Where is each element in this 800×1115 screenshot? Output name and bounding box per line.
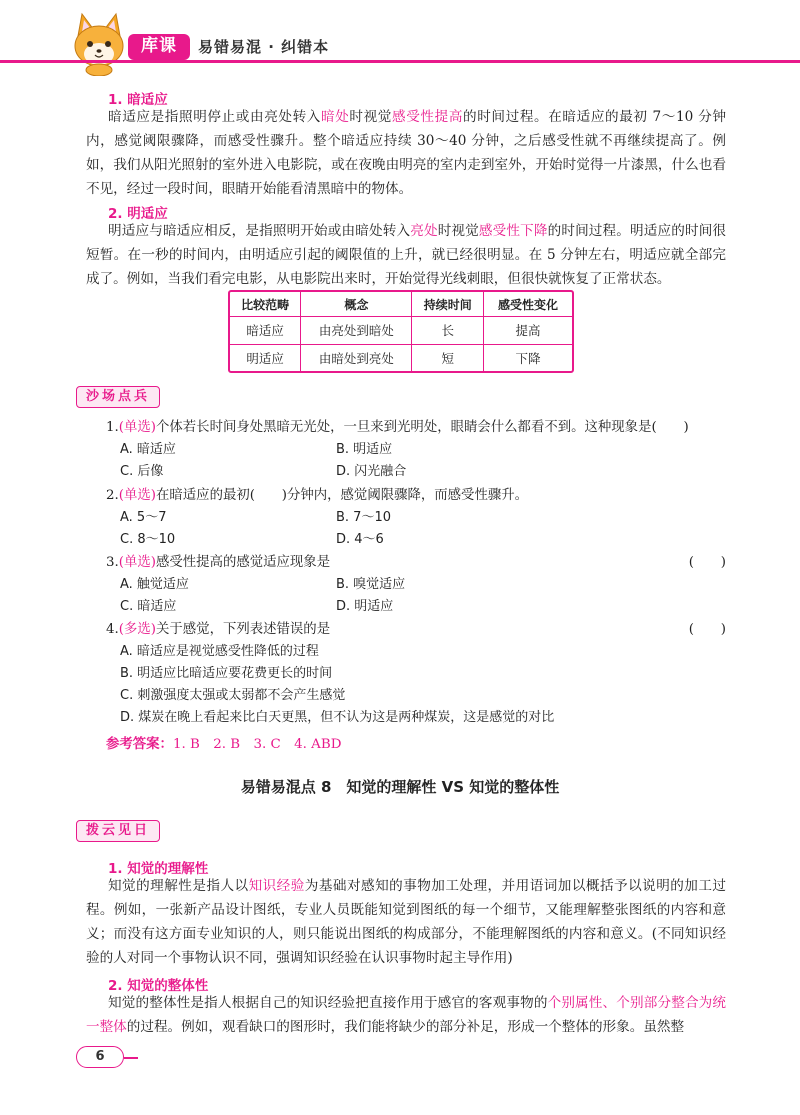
logo: 库课: [128, 34, 190, 60]
question-1-option-d[interactable]: D. 闪光融合: [336, 464, 407, 479]
table-cell: 提高: [484, 317, 572, 345]
table-header-row: [230, 292, 572, 317]
question-3-option-a[interactable]: A. 触觉适应: [120, 577, 189, 592]
question-3-option-d[interactable]: D. 明适应: [336, 599, 394, 614]
table-cell: 暗适应: [230, 317, 301, 345]
table-cell: 由暗处到亮处: [301, 344, 412, 371]
page-number: 6: [76, 1046, 124, 1068]
question-4: 4.(多选)关于感觉，下列表述错误的是 ( ): [106, 620, 726, 640]
question-1-option-c[interactable]: C. 后像: [120, 464, 164, 479]
table-header-cell: 感受性变化: [484, 292, 572, 317]
question-4-option-c[interactable]: C. 刺激强度太强或太弱都不会产生感觉: [120, 688, 346, 703]
table-header-cell: 概念: [301, 292, 412, 317]
question-3-option-b[interactable]: B. 嗅觉适应: [336, 577, 406, 592]
question-1-option-a[interactable]: A. 暗适应: [120, 442, 176, 457]
header-divider: [0, 60, 800, 63]
perception-integrity-heading: 2. 知觉的整体性: [108, 978, 209, 994]
table-cell: 由亮处到暗处: [301, 317, 412, 345]
page-number-decoration: [124, 1057, 138, 1059]
question-1-option-b[interactable]: B. 明适应: [336, 442, 393, 457]
question-2-option-a[interactable]: A. 5～7: [120, 510, 167, 525]
answer-key: 参考答案：1. B 2. B 3. C 4. ABD: [106, 737, 342, 752]
question-3: 3.(单选)感受性提高的感觉适应现象是 ( ): [106, 553, 726, 573]
light-adaptation-heading: 2. 明适应: [108, 206, 168, 222]
book-title: 易错易混 · 纠错本: [198, 38, 330, 56]
question-2-option-d[interactable]: D. 4～6: [336, 532, 384, 547]
table-row: [230, 344, 572, 371]
question-3-option-c[interactable]: C. 暗适应: [120, 599, 177, 614]
question-2-option-b[interactable]: B. 7～10: [336, 510, 391, 525]
answer-blank: ( ): [688, 555, 726, 570]
light-adaptation-text: 明适应与暗适应相反，是指照明开始或由暗处转入亮处时视觉感受性下降的时间过程。明适应的时间很短暂。在一秒的时间内，由明适应引起的阈限值的上升，就已经很明显。在 5 分钟左右，明适应就全部完成了。例如，当我们看完电影，从电影院出来时，开始觉得光线刺眼，但很快就恢复了正常状态。: [86, 223, 727, 287]
table-cell: 短: [412, 344, 484, 371]
explanation-section-tag: 拨云见日: [76, 820, 160, 842]
perception-understanding-text: 知觉的理解性是指人以知识经验为基础对感知的事物加工处理，并用语词加以概括予以说明的加工过程。例如，一张新产品设计图纸，专业人员既能知觉到图纸的每一个细节，又能理解整张图纸的内容和意义；而没有这方面专业知识的人，则只能说出图纸的构成部分，不能理解图纸的内容和意义。(不同知识经验的人对同一个事物认识不同，强调知识经验在认识事物时起主导作用): [86, 878, 727, 966]
comparison-table: [228, 290, 574, 373]
dark-adaptation-heading: 1. 暗适应: [108, 92, 168, 108]
section-title: 易错易混点 8 知觉的理解性 VS 知觉的整体性: [240, 778, 560, 796]
fox-mascot-icon: [70, 12, 128, 76]
header: [0, 0, 800, 86]
table-cell: 明适应: [230, 344, 301, 371]
practice-section-tag: 沙场点兵: [76, 386, 160, 408]
question-1: 1.(单选)个体若长时间身处黑暗无光处，一旦来到光明处，眼睛会什么都看不到。这种现象是( ): [106, 420, 689, 435]
table-header-cell: 持续时间: [412, 292, 484, 317]
question-4-option-a[interactable]: A. 暗适应是视觉感受性降低的过程: [120, 644, 319, 659]
table-row: [230, 317, 572, 345]
perception-integrity-text: 知觉的整体性是指人根据自己的知识经验把直接作用于感官的客观事物的个别属性、个别部分整合为统一整体的过程。例如，观看缺口的图形时，我们能将缺少的部分补足，形成一个整体的形象。虽然整: [86, 995, 727, 1035]
dark-adaptation-text: 暗适应是指照明停止或由亮处转入暗处时视觉感受性提高的时间过程。在暗适应的最初 7～10 分钟内，感觉阈限骤降，而感受性骤升。整个暗适应持续 30～40 分钟，之后感受性就不再继续提高了。例如，我们从阳光照射的室外进入电影院，或在夜晚由明亮的室内走到室外，开始时觉得一片漆黑，什么也看不见，经过一段时间，眼睛开始能看清黑暗中的物体。: [86, 109, 727, 197]
table-cell: 长: [412, 317, 484, 345]
question-4-option-b[interactable]: B. 明适应比暗适应要花费更长的时间: [120, 666, 333, 681]
answer-blank: ( ): [688, 622, 726, 637]
table-header-cell: 比较范畴: [230, 292, 301, 317]
question-2-option-c[interactable]: C. 8～10: [120, 532, 176, 547]
table-cell: 下降: [484, 344, 572, 371]
question-4-option-d[interactable]: D. 煤炭在晚上看起来比白天更黑，但不认为这是两种煤炭，这是感觉的对比: [120, 710, 555, 725]
question-2: 2.(单选)在暗适应的最初( )分钟内，感觉阈限骤降，而感受性骤升。: [106, 488, 529, 503]
perception-understanding-heading: 1. 知觉的理解性: [108, 861, 209, 877]
